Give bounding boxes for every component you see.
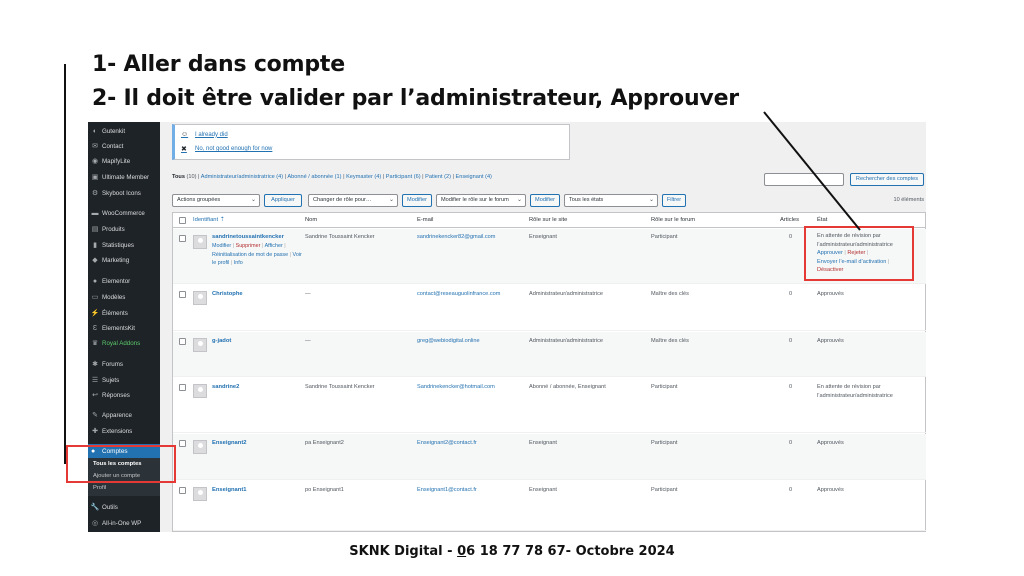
col-forum-role: Rôle sur le forum	[651, 217, 696, 223]
sidebar-item-skyboot-icons[interactable]: ⚙ Skyboot Icons	[91, 189, 141, 197]
view-link[interactable]: Afficher	[264, 243, 283, 249]
filter-button[interactable]: Filtrer	[662, 194, 686, 207]
email-link[interactable]: sandrinekencker82@gmail.com	[417, 234, 496, 240]
sidebar-item-elementor[interactable]: ● Elementor	[92, 277, 131, 285]
submenu-tous-les-comptes[interactable]: Tous les comptes	[93, 461, 142, 467]
search-users-button[interactable]: Rechercher des comptes	[850, 173, 924, 186]
state-cell: Approuvés	[817, 291, 844, 297]
forum-role-cell: Maître des clés	[651, 338, 689, 344]
sidebar-item-mapifylite[interactable]: ◉ MapifyLite	[91, 157, 131, 165]
close-icon: ✖	[181, 146, 187, 153]
box-icon: ▤	[91, 226, 99, 233]
sidebar-item-elements[interactable]: ⚡ Éléments	[90, 309, 128, 317]
row-actions: Modifier | Supprimer | Afficher | Réinitialisation de mot de passe | Voir le profil | Info	[212, 243, 302, 266]
sidebar-item-gutenkit[interactable]: ◐ Gutenkit	[92, 127, 126, 135]
user-icon: ●	[91, 447, 96, 455]
sidebar-item-outils[interactable]: 🔧 Outils	[90, 503, 118, 511]
filter-keymaster[interactable]: Keymaster (4)	[346, 174, 382, 180]
sidebar-item-woocommerce[interactable]: ▬ WooCommerce	[91, 209, 145, 217]
elements-icon: ⚡	[90, 310, 100, 317]
forum-role-cell: Participant	[651, 234, 678, 240]
posts-cell: 0	[789, 338, 793, 344]
name-cell: pa Enseignant2	[305, 440, 344, 446]
instruction-step-1: 1- Aller dans compte	[92, 52, 345, 77]
smile-icon: ☺	[181, 131, 189, 138]
sidebar-item-statistiques[interactable]: ▮ Statistiques	[88, 238, 160, 252]
name-cell: —	[305, 291, 311, 297]
plugin-icon: ✚	[92, 428, 98, 435]
reject-link[interactable]: Rejeter	[847, 250, 866, 256]
state-cell: Approuvés	[817, 487, 844, 493]
username-link[interactable]: sandrine2	[212, 384, 240, 390]
site-role-cell: Abonné / abonnée, Enseignant	[529, 384, 606, 390]
states-select[interactable]: Tous les états ⌄	[564, 194, 658, 207]
deactivate-link[interactable]: Désactiver	[817, 267, 844, 273]
col-name[interactable]: Nom	[305, 217, 318, 223]
folder-icon: ▭	[91, 294, 99, 301]
site-role-cell: Enseignant	[529, 234, 557, 240]
brush-icon: ✎	[92, 412, 98, 419]
gear-icon: ⚙	[91, 190, 99, 197]
username-link[interactable]: Christophe	[212, 291, 243, 297]
role-filter-links: Tous (10) | Administrateur/administratrice (4) | Abonné / abonnée (1) | Keymaster (4) | Participant (6) | Patient (2) | Enseignant (4)	[172, 174, 492, 180]
change-role-select[interactable]: Changer de rôle pour… ⌄	[308, 194, 398, 207]
chevron-down-icon: ⌄	[250, 197, 256, 203]
posts-cell: 0	[789, 487, 793, 493]
elementskit-icon: Ɛ	[92, 324, 98, 332]
posts-cell: 0	[789, 384, 793, 390]
filter-all[interactable]: Tous	[172, 174, 185, 180]
name-cell: po Enseignant1	[305, 487, 344, 493]
info-link[interactable]: Info	[233, 260, 243, 266]
view-profile-link[interactable]: Voir le profil	[212, 251, 302, 266]
sort-arrow-icon: ⇡	[219, 217, 225, 223]
site-role-cell: Enseignant	[529, 487, 557, 493]
site-role-cell: Administrateur/administratrice	[529, 338, 603, 344]
sidebar-item-contact[interactable]: ✉ Contact	[92, 142, 124, 150]
email-link[interactable]: contact@reseauguolinfrance.com	[417, 291, 501, 297]
member-icon: ▣	[91, 174, 99, 181]
sidebar-item-modeles[interactable]: ▭ Modèles	[91, 293, 126, 301]
topics-icon: ☰	[91, 377, 99, 384]
map-pin-icon: ◉	[91, 158, 99, 165]
sidebar-item-apparence[interactable]: ✎ Apparence	[92, 411, 132, 419]
email-link[interactable]: greg@webiodigital.online	[417, 338, 480, 344]
forum-role-cell: Participant	[651, 487, 678, 493]
submenu-ajouter-un-compte[interactable]: Ajouter un compte	[93, 473, 141, 479]
items-count: 10 éléments	[893, 197, 924, 203]
instruction-step-2: 2- Il doit être valider par l’administrateur, Approuver	[92, 86, 739, 111]
sidebar-item-reponses[interactable]: ↩ Réponses	[92, 391, 130, 399]
col-username[interactable]: Identifiant ⇡	[193, 217, 225, 223]
chevron-down-icon: ⌄	[516, 197, 522, 203]
modify-forum-role-button[interactable]: Modifier	[530, 194, 560, 207]
filter-admin[interactable]: Administrateur/administratrice (4)	[200, 174, 284, 180]
forum-role-cell: Maître des clés	[651, 291, 689, 297]
col-state: État	[817, 217, 828, 223]
footer-credit: SKNK Digital - 06 18 77 78 67- Octobre 2024	[349, 544, 675, 559]
seo-icon: ◎	[91, 520, 99, 527]
gutenkit-icon: ◐	[92, 127, 98, 135]
filter-participant[interactable]: Participant (6)	[385, 174, 421, 180]
col-email[interactable]: E-mail	[417, 217, 434, 223]
state-cell: En attente de révision par l’administrateur/administratrice Approuver | Rejeter | Envoyer l’e-mail d’activation | Désactiver	[817, 233, 893, 273]
forum-role-select[interactable]: Modifier le rôle sur le forum ⌄	[436, 194, 526, 207]
username-link[interactable]: Enseignant1	[212, 487, 247, 493]
bulk-actions-select[interactable]: Actions groupées ⌄	[172, 194, 260, 207]
posts-cell: 0	[789, 234, 793, 240]
sidebar-item-ultimate-member[interactable]: ▣ Ultimate Member	[91, 173, 150, 181]
email-link[interactable]: Enseignant1@contact.fr	[417, 487, 477, 493]
filter-enseignant[interactable]: Enseignant (4)	[455, 174, 492, 180]
sidebar-item-elementskit[interactable]: Ɛ ElementsKit	[92, 324, 136, 332]
col-site-role: Rôle sur le site	[529, 217, 568, 223]
approve-link[interactable]: Approuver	[817, 250, 843, 256]
woocommerce-icon: ▬	[91, 209, 99, 217]
site-role-cell: Administrateur/administratrice	[529, 291, 603, 297]
mail-icon: ✉	[92, 143, 98, 150]
sidebar-item-forums[interactable]: ✱ Forums	[92, 360, 123, 368]
sidebar-item-royal-addons[interactable]: ♛ Royal Addons	[91, 339, 141, 347]
sidebar-item-sujets[interactable]: ☰ Sujets	[91, 376, 120, 384]
name-cell: Sandrine Toussaint Kencker	[305, 384, 375, 390]
state-cell: En attente de révision par l’administrateur/administratrice	[817, 384, 893, 399]
apply-button[interactable]: Appliquer	[264, 194, 302, 207]
state-cell: Approuvés	[817, 440, 844, 446]
chevron-down-icon: ⌄	[648, 197, 654, 203]
wrench-icon: 🔧	[90, 504, 100, 511]
edit-link[interactable]: Modifier	[212, 243, 232, 249]
elementor-icon: ●	[92, 277, 98, 285]
filter-patient[interactable]: Patient (2)	[425, 174, 451, 180]
chart-icon: ▮	[93, 242, 97, 249]
username-link[interactable]: sandrinetoussaintkencker	[212, 234, 284, 240]
sidebar-item-produits[interactable]: ▤ Produits	[91, 225, 125, 233]
chevron-down-icon: ⌄	[388, 197, 394, 203]
sidebar-item-all-in-one-wp[interactable]: ◎ All-in-One WP	[91, 519, 142, 527]
posts-cell: 0	[789, 440, 793, 446]
site-role-cell: Enseignant	[529, 440, 557, 446]
resend-activation-link[interactable]: Envoyer l’e-mail d’activation	[817, 258, 887, 265]
delete-link[interactable]: Supprimer	[235, 243, 261, 249]
name-cell: Sandrine Toussaint Kencker	[305, 234, 375, 240]
forum-role-cell: Participant	[651, 384, 678, 390]
sidebar-item-comptes[interactable]: ● Comptes	[88, 444, 160, 458]
reset-password-link[interactable]: Réinitialisation de mot de passe	[212, 251, 289, 258]
notice-not-good-link[interactable]: ✖ No, not good enough for now	[181, 146, 273, 153]
forum-icon: ✱	[92, 361, 98, 368]
sidebar-item-extensions[interactable]: ✚ Extensions	[92, 427, 133, 435]
forum-role-cell: Participant	[651, 440, 678, 446]
col-posts: Articles	[780, 217, 800, 223]
email-link[interactable]: Enseignant2@contact.fr	[417, 440, 477, 446]
notice-already-did-link[interactable]: ☺ I already did	[181, 131, 228, 138]
submenu-profil[interactable]: Profil	[93, 485, 107, 491]
reply-icon: ↩	[92, 392, 98, 399]
megaphone-icon: ◆	[92, 257, 98, 264]
name-cell: —	[305, 338, 311, 344]
username-link[interactable]: Enseignant2	[212, 440, 247, 446]
pending-state-text: En attente de révision par l’administrateur/administratrice	[817, 233, 893, 248]
email-link[interactable]: Sandrinekencker@hotmail.com	[417, 384, 495, 390]
username-link[interactable]: g-jadot	[212, 338, 232, 344]
posts-cell: 0	[789, 291, 793, 297]
filter-abonne[interactable]: Abonné / abonnée (1)	[287, 174, 342, 180]
sidebar-item-marketing[interactable]: ◆ Marketing	[92, 256, 130, 264]
state-cell: Approuvés	[817, 338, 844, 344]
modify-role-button[interactable]: Modifier	[402, 194, 432, 207]
crown-icon: ♛	[91, 340, 99, 347]
